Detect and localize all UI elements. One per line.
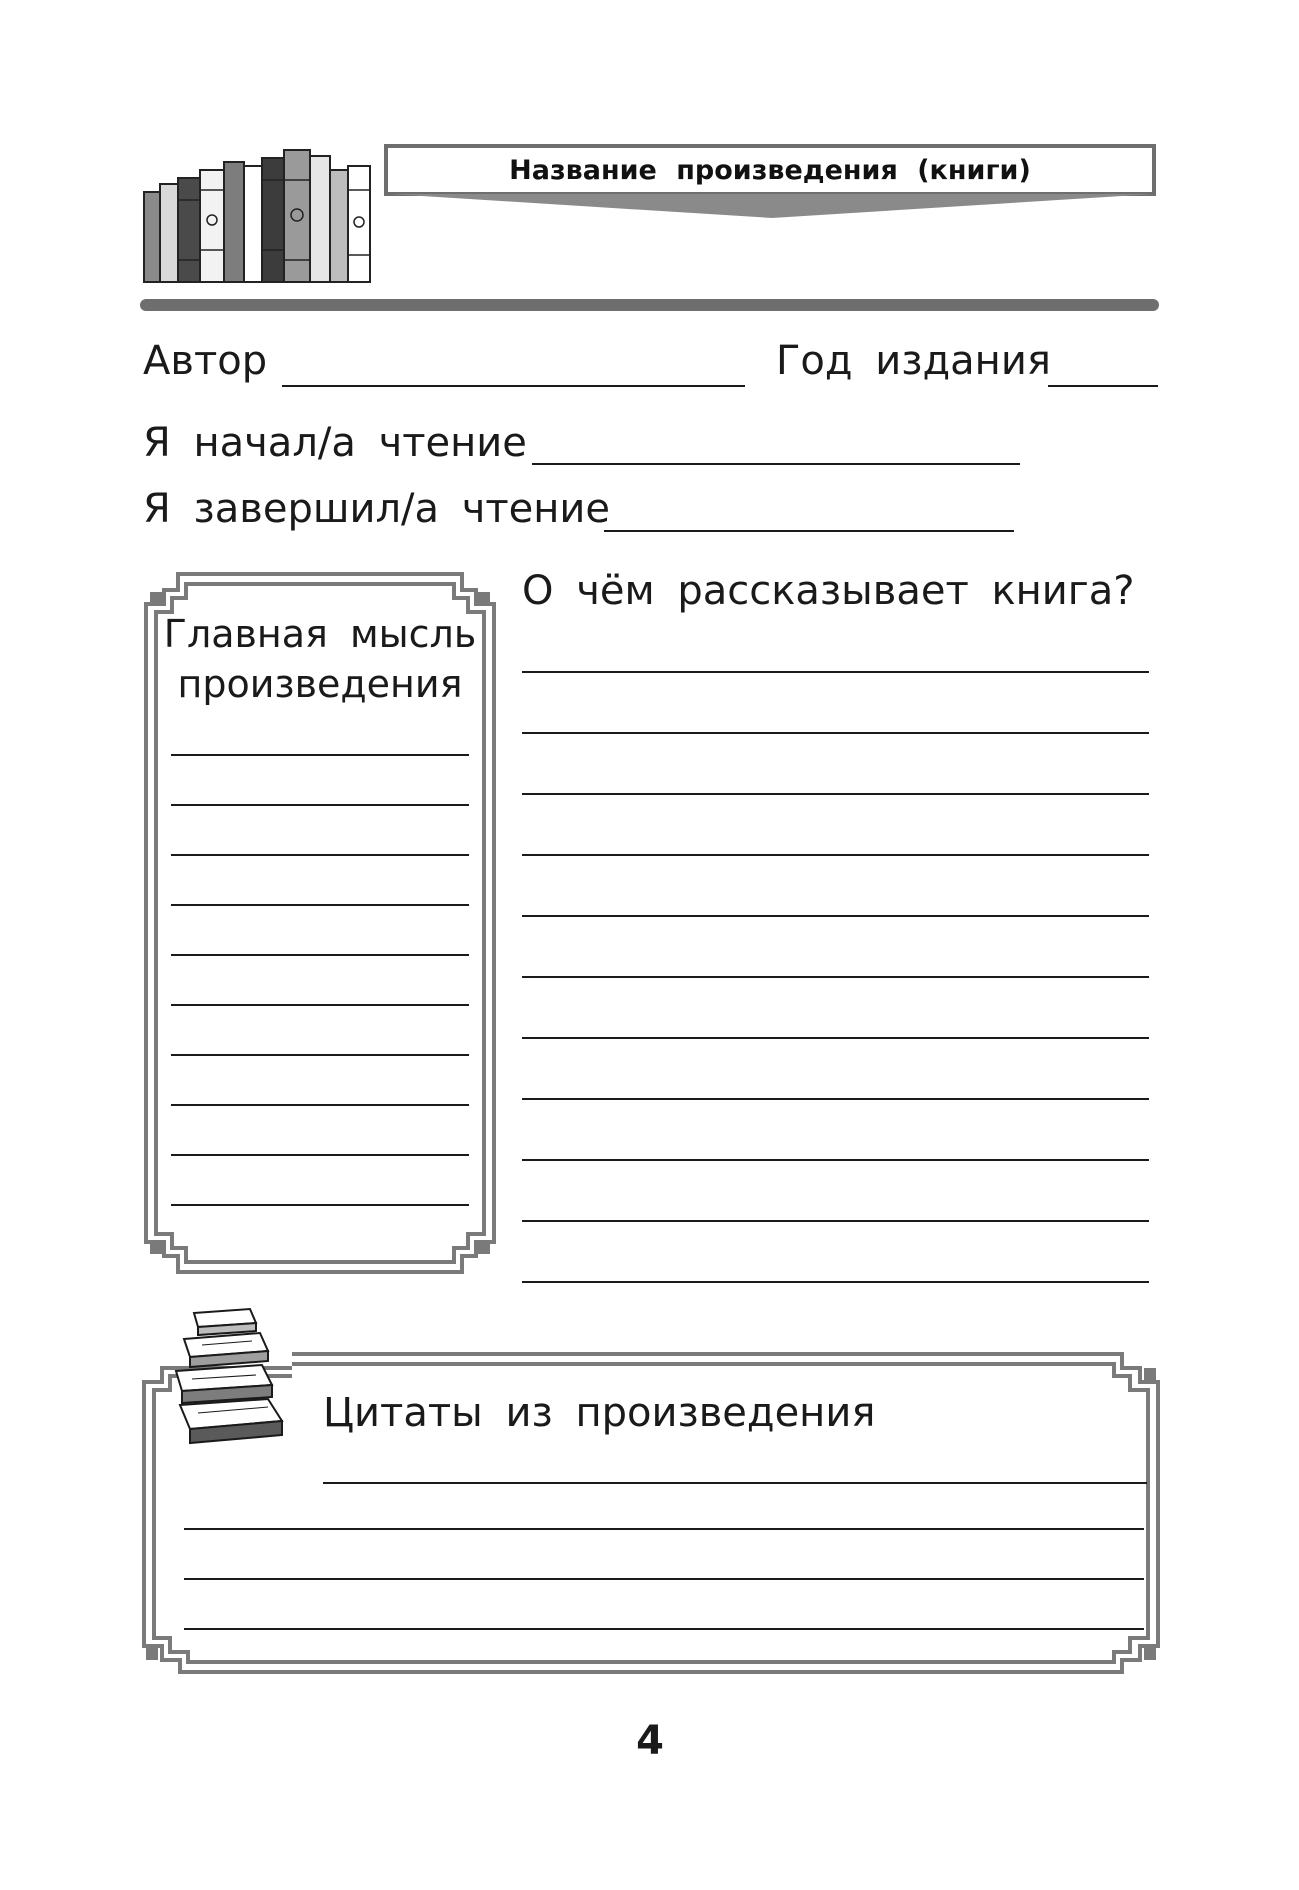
main-idea-line[interactable] xyxy=(171,754,469,756)
page-number: 4 xyxy=(636,1718,664,1764)
book-stack-illustration xyxy=(172,1305,288,1445)
main-idea-line[interactable] xyxy=(171,804,469,806)
book-title-label: Название произведения (книги) xyxy=(509,154,1031,186)
about-book-line[interactable] xyxy=(522,854,1149,856)
started-reading-field[interactable] xyxy=(532,463,1020,465)
about-book-line[interactable] xyxy=(522,732,1149,734)
bookshelf-illustration xyxy=(140,140,380,286)
about-book-line[interactable] xyxy=(522,915,1149,917)
main-idea-line[interactable] xyxy=(171,854,469,856)
quotes-line[interactable] xyxy=(323,1482,1147,1484)
about-book-line[interactable] xyxy=(522,1098,1149,1100)
book-title-banner xyxy=(384,144,1156,196)
about-book-line[interactable] xyxy=(522,1281,1149,1283)
main-idea-line[interactable] xyxy=(171,1104,469,1106)
quotes-line[interactable] xyxy=(184,1578,1144,1580)
finished-reading-field[interactable] xyxy=(604,530,1014,532)
about-book-line[interactable] xyxy=(522,976,1149,978)
banner-ribbon xyxy=(390,194,1154,220)
about-book-line[interactable] xyxy=(522,671,1149,673)
quotes-line[interactable] xyxy=(184,1528,1144,1530)
about-book-line[interactable] xyxy=(522,793,1149,795)
header-divider xyxy=(140,299,1159,311)
about-book-line[interactable] xyxy=(522,1159,1149,1161)
main-idea-line[interactable] xyxy=(171,1054,469,1056)
author-field[interactable] xyxy=(282,385,745,387)
year-field[interactable] xyxy=(1048,385,1158,387)
about-book-line[interactable] xyxy=(522,1037,1149,1039)
quotes-title: Цитаты из произведения xyxy=(323,1390,876,1436)
main-idea-title-line1: Главная мысль xyxy=(163,612,477,656)
about-book-question: О чём рассказывает книга? xyxy=(522,568,1135,614)
quotes-line[interactable] xyxy=(184,1628,1144,1630)
main-idea-line[interactable] xyxy=(171,954,469,956)
main-idea-line[interactable] xyxy=(171,1154,469,1156)
main-idea-line[interactable] xyxy=(171,1204,469,1206)
finished-reading-label: Я завершил/а чтение xyxy=(143,486,611,532)
main-idea-title-line2: произведения xyxy=(177,662,463,706)
main-idea-line[interactable] xyxy=(171,1004,469,1006)
started-reading-label: Я начал/а чтение xyxy=(143,420,527,466)
author-label: Автор xyxy=(143,338,268,384)
main-idea-line[interactable] xyxy=(171,904,469,906)
year-label: Год издания xyxy=(776,338,1051,384)
about-book-line[interactable] xyxy=(522,1220,1149,1222)
